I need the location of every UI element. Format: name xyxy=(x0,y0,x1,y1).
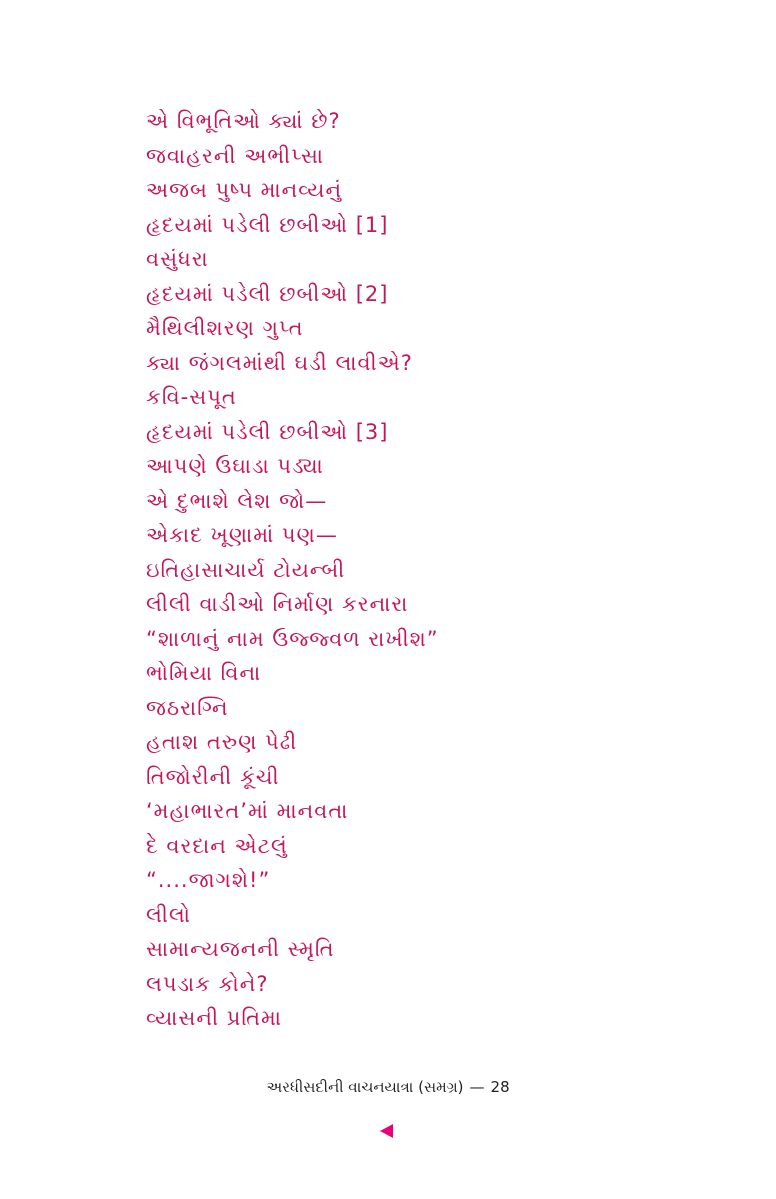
toc-entry[interactable]: એકાદ ખૂણામાં પણ— xyxy=(146,523,338,547)
toc-entry[interactable]: જઠરાગ્નિ xyxy=(146,695,229,720)
toc-entry[interactable]: તિજોરીની કૂંચી xyxy=(146,764,280,789)
book-title: અરધીસદીની વાચનયાત્રા (સમગ્ર) xyxy=(266,1078,464,1096)
toc-entry[interactable]: લીલો xyxy=(146,902,192,927)
toc-entry[interactable]: મૈથિલીશરણ ગુપ્ત xyxy=(146,316,304,340)
toc-entry[interactable]: દે વરદાન એટલું xyxy=(146,833,288,858)
page-number: 28 xyxy=(490,1078,510,1096)
toc-entry[interactable]: ભોમિયા વિના xyxy=(146,661,262,685)
triangle-left-icon[interactable] xyxy=(380,1124,393,1138)
toc-entry[interactable]: હૃદયમાં પડેલી છબીઓ [2] xyxy=(146,281,389,306)
toc-entry[interactable]: સામાન્યજનની સ્મૃતિ xyxy=(146,937,335,961)
toc-entry[interactable]: ‘મહાભારત’માં માનવતા xyxy=(146,799,349,823)
toc-entry[interactable]: એ દુભાશે લેશ જો— xyxy=(146,488,328,513)
toc-entry[interactable]: લીલી વાડીઓ નિર્માણ કરનારા xyxy=(146,592,409,616)
toc-entry[interactable]: લપડાક કોને? xyxy=(146,971,269,996)
toc-entry[interactable]: હૃદયમાં પડેલી છબીઓ [3] xyxy=(146,419,389,444)
toc-entry[interactable]: “શાળાનું નામ ઉજ્જ્વળ રાખીશ” xyxy=(146,626,439,651)
toc-entry[interactable]: ક્યા જંગલમાંથી ઘડી લાવીએ? xyxy=(146,350,413,375)
toc-entry[interactable]: ઇતિહાસાચાર્ય ટોયન્બી xyxy=(146,557,346,582)
toc-entry[interactable]: અજબ પુષ્પ માનવ્યનું xyxy=(146,178,343,202)
table-of-contents xyxy=(146,104,439,1036)
footer-dash: — xyxy=(469,1078,485,1096)
toc-entry[interactable]: આપણે ઉઘાડા પડ્યા xyxy=(146,454,324,478)
toc-entry[interactable]: જવાહરની અભીપ્સા xyxy=(146,143,325,168)
toc-entry[interactable]: વસુંધરા xyxy=(146,247,209,271)
toc-entry[interactable]: એ વિભૂતિઓ ક્યાં છે? xyxy=(146,109,341,133)
toc-entry[interactable]: વ્યાસની પ્રતિમા xyxy=(146,1006,283,1030)
toc-entry[interactable]: “....જાગશે!” xyxy=(146,868,271,892)
toc-entry[interactable]: હૃદયમાં પડેલી છબીઓ [1] xyxy=(146,212,389,237)
toc-entry[interactable]: હતાશ તરુણ પેઢી xyxy=(146,730,298,754)
page-footer xyxy=(0,1078,776,1096)
toc-entry[interactable]: કવિ-સપૂત xyxy=(146,385,237,409)
